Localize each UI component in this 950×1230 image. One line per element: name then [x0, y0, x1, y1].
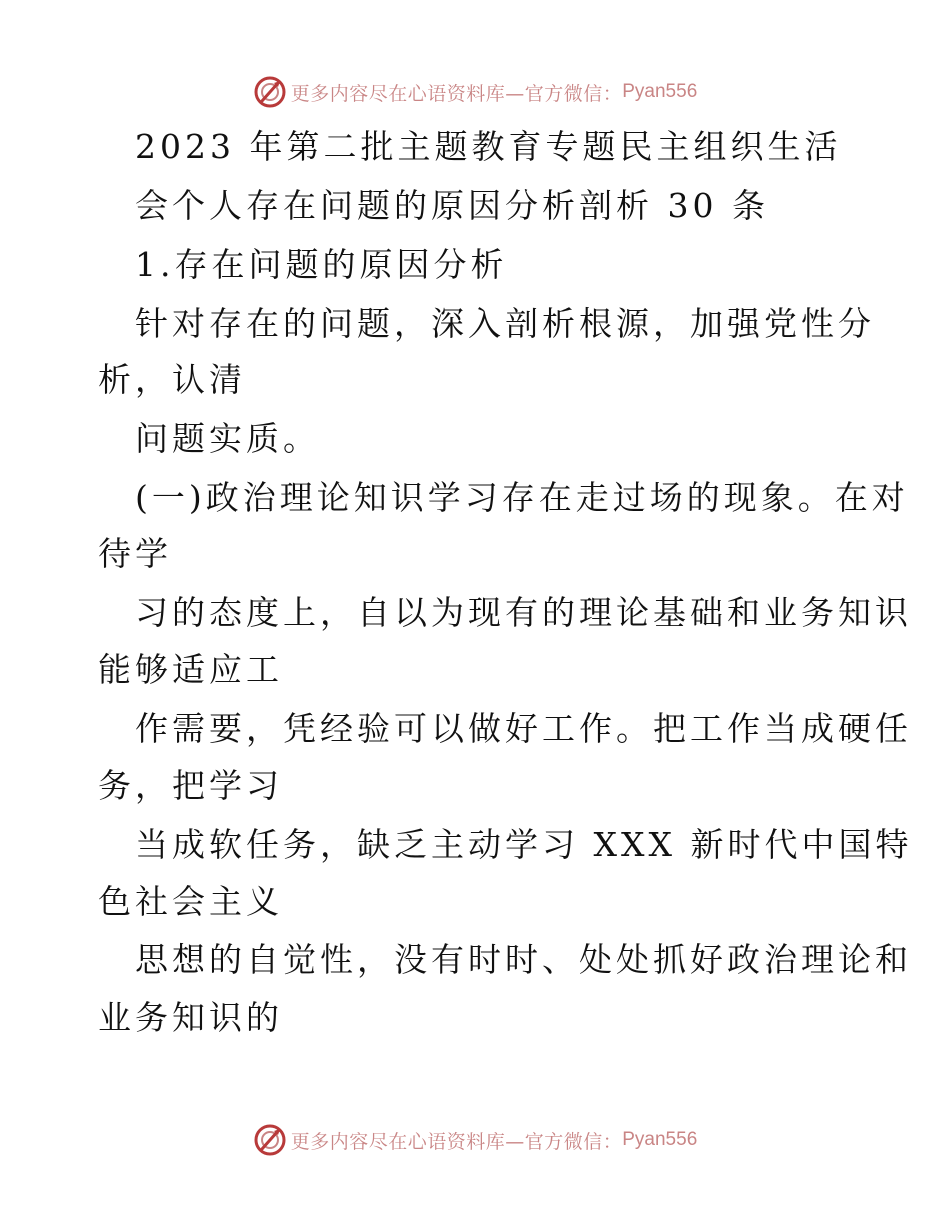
- paragraph-line: 针对存在的问题，深入剖析根源，加强党性分: [135, 304, 875, 343]
- paragraph-line: 习的态度上，自以为现有的理论基础和业务知识: [135, 593, 912, 632]
- paragraph-line: 析，认清: [98, 360, 246, 399]
- paragraph-line: 能够适应工: [98, 650, 283, 689]
- paragraph-line: 问题实质。: [135, 419, 320, 458]
- paragraph-line: 作需要，凭经验可以做好工作。把工作当成硬任: [135, 709, 912, 748]
- paragraph-line: 待学: [98, 534, 172, 573]
- footer-watermark: [0, 1120, 950, 1160]
- document-title-line-1: 2023 年第二批主题教育专题民主组织生活: [135, 127, 842, 166]
- document-title-line-2: 会个人存在问题的原因分析剖析 30 条: [135, 186, 769, 225]
- stamp-logo-icon: [253, 1123, 287, 1157]
- watermark-text: 更多内容尽在心语资料库—官方微信：: [290, 1130, 623, 1153]
- watermark-wechat-id: Pyan556: [622, 81, 698, 102]
- paragraph-line: 思想的自觉性，没有时时、处处抓好政治理论和: [135, 940, 912, 979]
- watermark-text: 更多内容尽在心语资料库—官方微信：: [290, 82, 623, 105]
- stamp-logo-icon: [253, 75, 287, 109]
- paragraph-line: 当成软任务，缺乏主动学习 XXX 新时代中国特: [135, 825, 913, 864]
- paragraph-line: 务，把学习: [98, 766, 283, 805]
- paragraph-line: 色社会主义: [98, 882, 283, 921]
- watermark-wechat-id: Pyan556: [622, 1129, 698, 1150]
- header-watermark: [0, 72, 950, 112]
- paragraph-line: (一)政治理论知识学习存在走过场的现象。在对: [135, 478, 909, 517]
- paragraph-line: 业务知识的: [98, 998, 283, 1037]
- section-heading: 1.存在问题的原因分析: [135, 245, 508, 284]
